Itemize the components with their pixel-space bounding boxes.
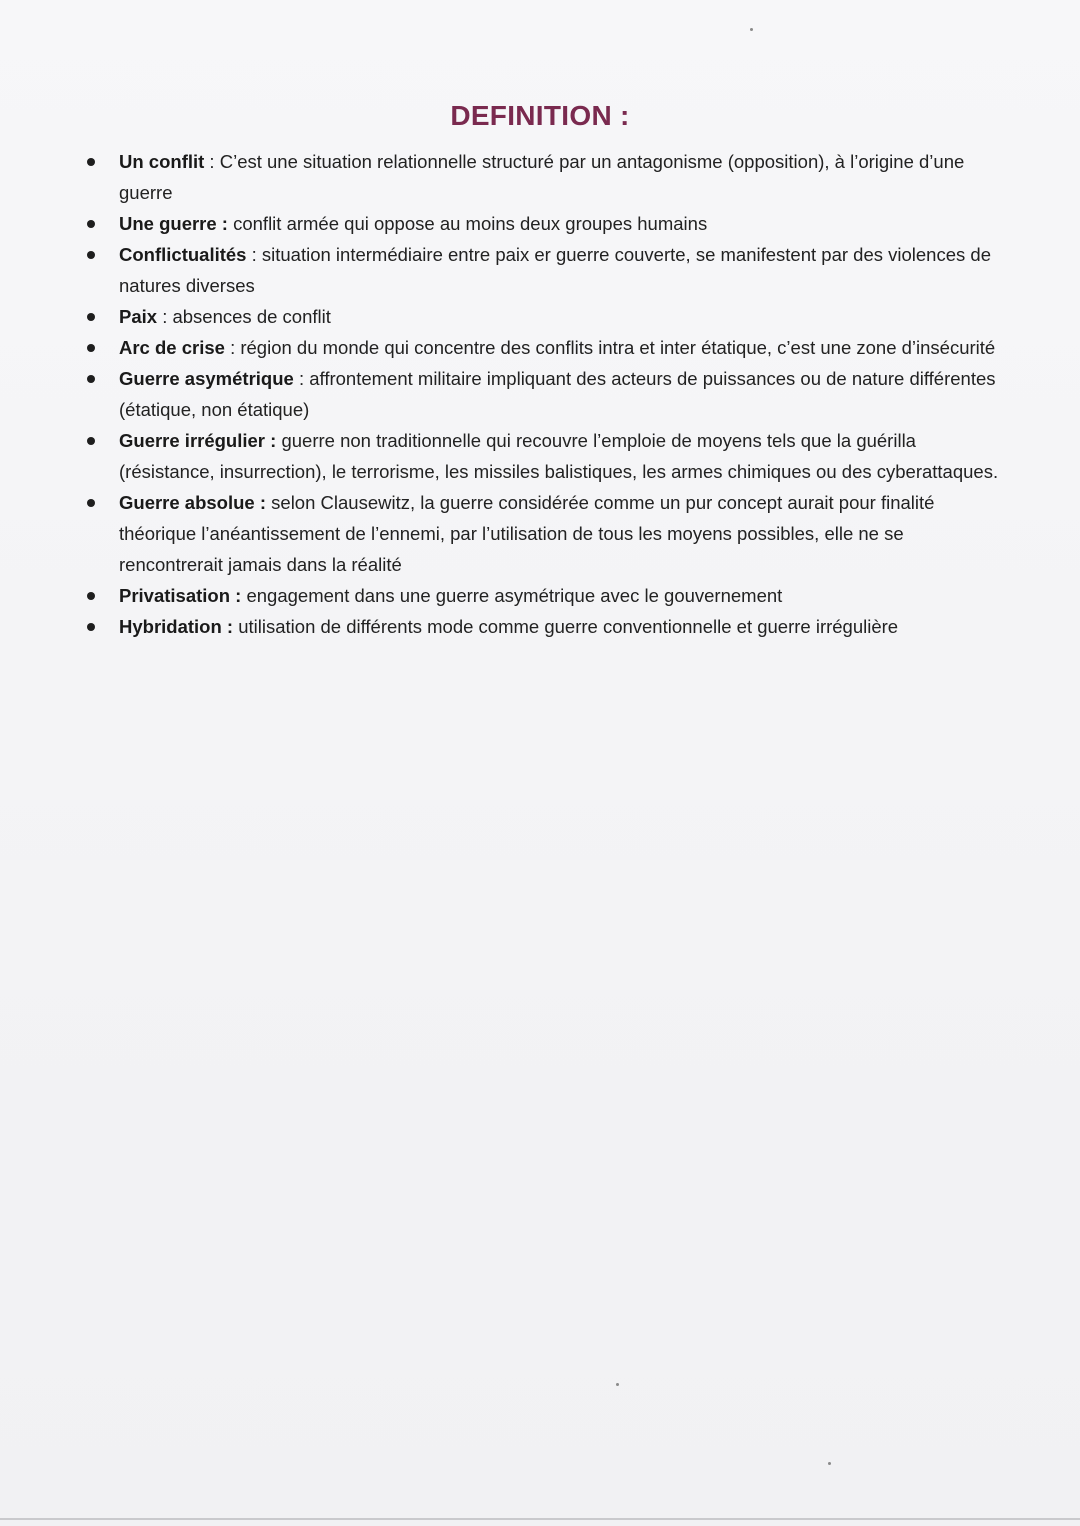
definition-text: guerre non traditionnelle qui recouvre l’emploie de moyens tels que la guérilla (résistance, insurrection), le terrorisme, les missiles balistiques, les armes chimiques ou des cyberattaques. [119,430,999,482]
definition-item [0,425,1080,487]
definition-separator: : [293,368,310,389]
definition-text: affrontement militaire impliquant des acteurs de puissances ou de nature différentes (étatique, non étatique) [119,368,996,420]
definition-item [0,332,1080,363]
definition-term: Un conflit [119,151,205,172]
definition-text: engagement dans une guerre asymétrique avec le gouvernement [246,585,783,606]
definition-item [0,363,1080,425]
definition-item [0,580,1080,611]
definition-text: région du monde qui concentre des conflits intra et inter étatique, c’est une zone d’insécurité [240,337,996,358]
definition-item [0,611,1080,642]
page-edge [0,1518,1080,1520]
definition-text: situation intermédiaire entre paix er guerre couverte, se manifestent par des violences de natures diverses [119,244,991,296]
page-title: DEFINITION : [450,100,630,131]
definition-term: Guerre asymétrique [119,368,294,389]
scan-speck [828,1462,831,1465]
bullet-icon [87,375,95,383]
definition-text: utilisation de différents mode comme guerre conventionnelle et guerre irrégulière [238,616,899,637]
definition-text: absences de conflit [172,306,331,327]
definition-separator: : [204,151,220,172]
definition-term: Une guerre : [119,213,228,234]
bullet-icon [87,158,95,166]
bullet-icon [87,499,95,507]
definition-item [0,146,1080,208]
definition-list [0,146,1080,642]
definition-separator: : [224,337,241,358]
bullet-icon [87,344,95,352]
bullet-icon [87,313,95,321]
definition-item [0,301,1080,332]
bullet-icon [87,437,95,445]
bullet-icon [87,592,95,600]
definition-item [0,239,1080,301]
scan-speck [616,1383,619,1386]
definition-term: Paix [119,306,158,327]
definition-separator: : [157,306,173,327]
definition-term: Conflictualités [119,244,247,265]
definition-item [0,487,1080,580]
definition-term: Privatisation : [119,585,242,606]
definition-term: Guerre irrégulier : [119,430,277,451]
definition-term: Hybridation : [119,616,234,637]
definition-item [0,208,1080,239]
bullet-icon [87,623,95,631]
definition-text: selon Clausewitz, la guerre considérée comme un pur concept aurait pour finalité théorique l’anéantissement de l’ennemi, par l’utilisation de tous les moyens possibles, elle ne se rencontrerait jamais dans la réalité [119,492,935,575]
bullet-icon [87,251,95,259]
bullet-icon [87,220,95,228]
scan-speck [750,28,753,31]
definition-text: C’est une situation relationnelle structuré par un antagonisme (opposition), à l’origine d’une guerre [119,151,965,203]
definition-separator: : [246,244,262,265]
definition-term: Guerre absolue : [119,492,267,513]
definition-term: Arc de crise [119,337,225,358]
definition-text: conflit armée qui oppose au moins deux groupes humains [233,213,708,234]
